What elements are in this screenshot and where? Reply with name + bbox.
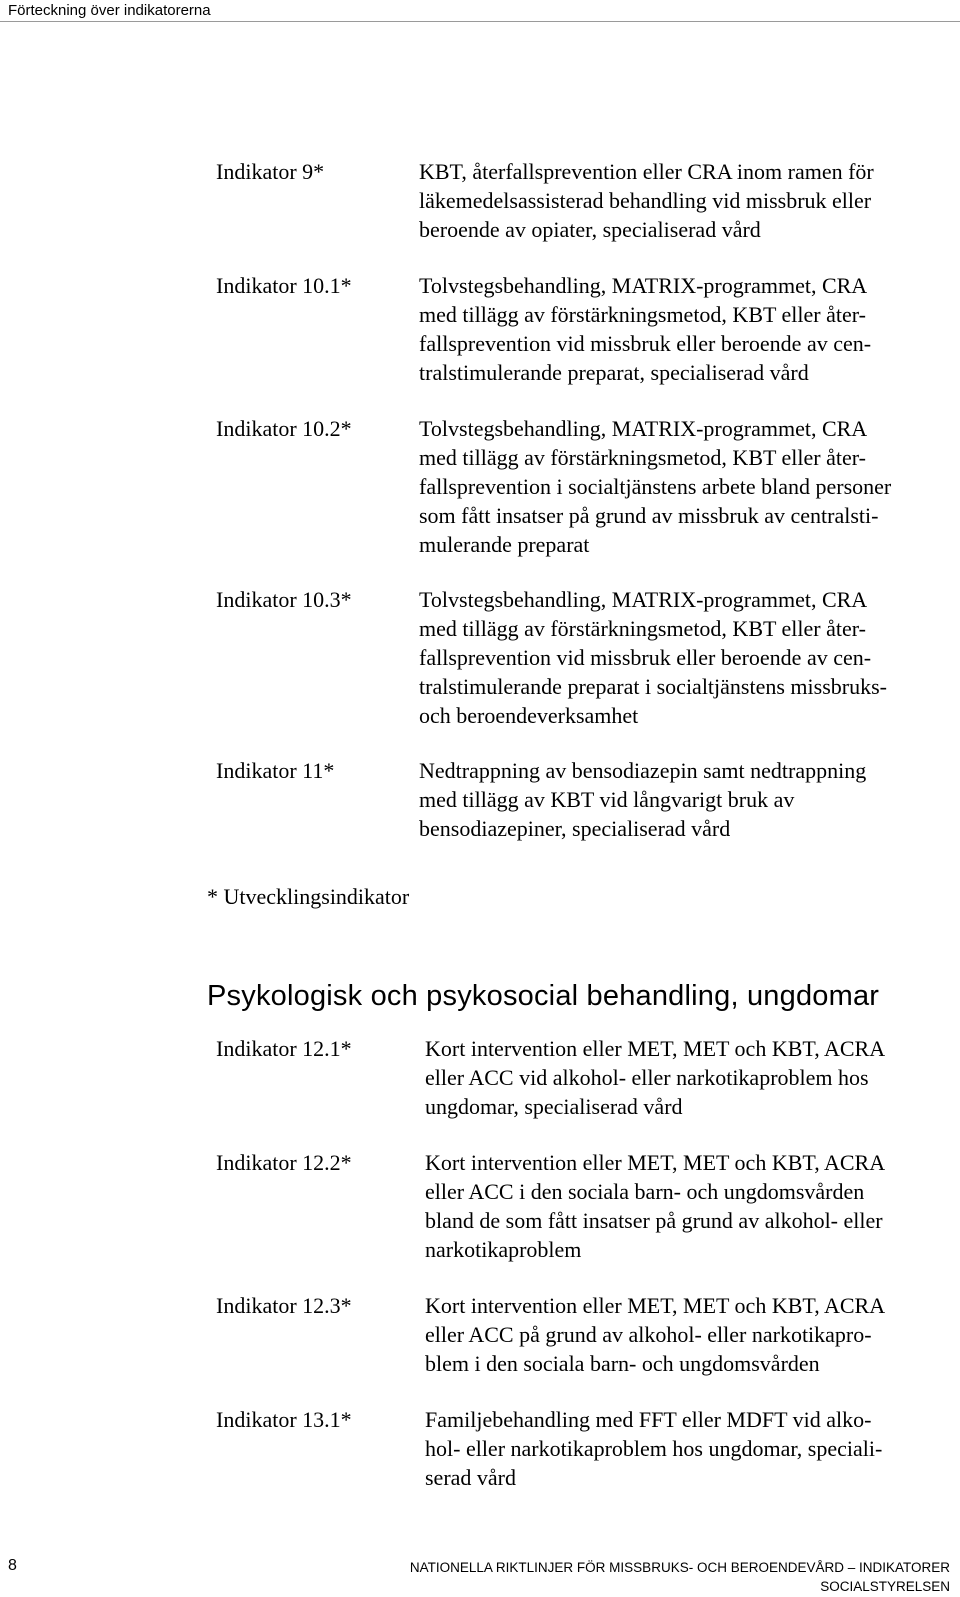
indicator-label: Indikator 10.3*: [216, 587, 352, 612]
description-line: Tolvstegsbehandling, MATRIX-programmet, CRA: [419, 273, 868, 298]
indicator-label: Indikator 12.1*: [216, 1036, 352, 1061]
description-line: Nedtrappning av bensodiazepin samt nedtrappning: [419, 758, 867, 783]
description-line: blem i den sociala barn- och ungdomsvården: [425, 1351, 820, 1376]
description-line: eller ACC i den sociala barn- och ungdomsvården: [425, 1179, 865, 1204]
footnote: * Utvecklingsindikator: [207, 884, 410, 909]
description-line: KBT, återfallsprevention eller CRA inom ramen för: [419, 159, 874, 184]
description-line: med tillägg av KBT vid långvarigt bruk av: [419, 787, 795, 812]
indicator-label: Indikator 13.1*: [216, 1407, 352, 1432]
indicator-description: [419, 414, 929, 559]
indicator-description: [425, 1405, 935, 1492]
description-line: bland de som fått insatser på grund av alkohol- eller: [425, 1208, 883, 1233]
footer-title: [410, 1558, 950, 1596]
description-line: narkotikaproblem: [425, 1237, 582, 1262]
indicator-label: Indikator 10.1*: [216, 273, 352, 298]
description-line: Familjebehandling med FFT eller MDFT vid alko-: [425, 1407, 872, 1432]
description-line: som fått insatser på grund av missbruk av centralsti-: [419, 503, 879, 528]
description-line: mulerande preparat: [419, 532, 590, 557]
description-line: beroende av opiater, specialiserad vård: [419, 217, 761, 242]
indicator-description: [419, 271, 929, 387]
indicator-description: [425, 1034, 935, 1121]
indicator-label: Indikator 12.2*: [216, 1150, 352, 1175]
description-line: tralstimulerande preparat, specialiserad vård: [419, 360, 809, 385]
indicator-description: [425, 1291, 935, 1378]
footer-title-line: NATIONELLA RIKTLINJER FÖR MISSBRUKS- OCH BEROENDEVÅRD – INDIKATORER: [409, 1560, 950, 1575]
indicator-description: [419, 585, 929, 730]
description-line: Kort intervention eller MET, MET och KBT, ACRA: [425, 1150, 886, 1175]
description-line: ungdomar, specialiserad vård: [425, 1094, 683, 1119]
indicator-label: Indikator 10.2*: [216, 416, 352, 441]
description-line: Tolvstegsbehandling, MATRIX-programmet, CRA: [419, 587, 868, 612]
description-line: eller ACC vid alkohol- eller narkotikaproblem hos: [425, 1065, 869, 1090]
description-line: Kort intervention eller MET, MET och KBT, ACRA: [425, 1036, 886, 1061]
indicator-description: [419, 756, 929, 843]
indicator-description: [419, 157, 929, 244]
description-line: hol- eller narkotikaproblem hos ungdomar, speciali-: [425, 1436, 883, 1461]
description-line: fallsprevention vid missbruk eller beroende av cen-: [419, 645, 872, 670]
indicator-label: Indikator 11*: [216, 758, 335, 783]
description-line: och beroendeverksamhet: [419, 703, 639, 728]
indicator-label: Indikator 9*: [216, 159, 325, 184]
description-line: med tillägg av förstärkningsmetod, KBT eller åter-: [419, 302, 866, 327]
description-line: läkemedelsassisterad behandling vid missbruk eller: [419, 188, 872, 213]
description-line: fallsprevention i socialtjänstens arbete bland personer: [419, 474, 892, 499]
footer-publisher: SOCIALSTYRELSEN: [820, 1579, 950, 1594]
indicator-description: [425, 1148, 935, 1264]
description-line: Tolvstegsbehandling, MATRIX-programmet, CRA: [419, 416, 868, 441]
description-line: tralstimulerande preparat i socialtjänstens missbruks-: [419, 674, 887, 699]
header-divider: [0, 21, 960, 22]
description-line: med tillägg av förstärkningsmetod, KBT eller åter-: [419, 616, 866, 641]
description-line: bensodiazepiner, specialiserad vård: [419, 816, 731, 841]
description-line: fallsprevention vid missbruk eller beroende av cen-: [419, 331, 872, 356]
page-number: 8: [8, 1557, 17, 1574]
description-line: serad vård: [425, 1465, 517, 1490]
description-line: med tillägg av förstärkningsmetod, KBT eller åter-: [419, 445, 866, 470]
section-heading: Psykologisk och psykosocial behandling, ungdomar: [207, 980, 880, 1012]
running-header: Förteckning över indikatorerna: [8, 2, 211, 19]
description-line: eller ACC på grund av alkohol- eller narkotikapro-: [425, 1322, 872, 1347]
indicator-label: Indikator 12.3*: [216, 1293, 352, 1318]
description-line: Kort intervention eller MET, MET och KBT, ACRA: [425, 1293, 886, 1318]
